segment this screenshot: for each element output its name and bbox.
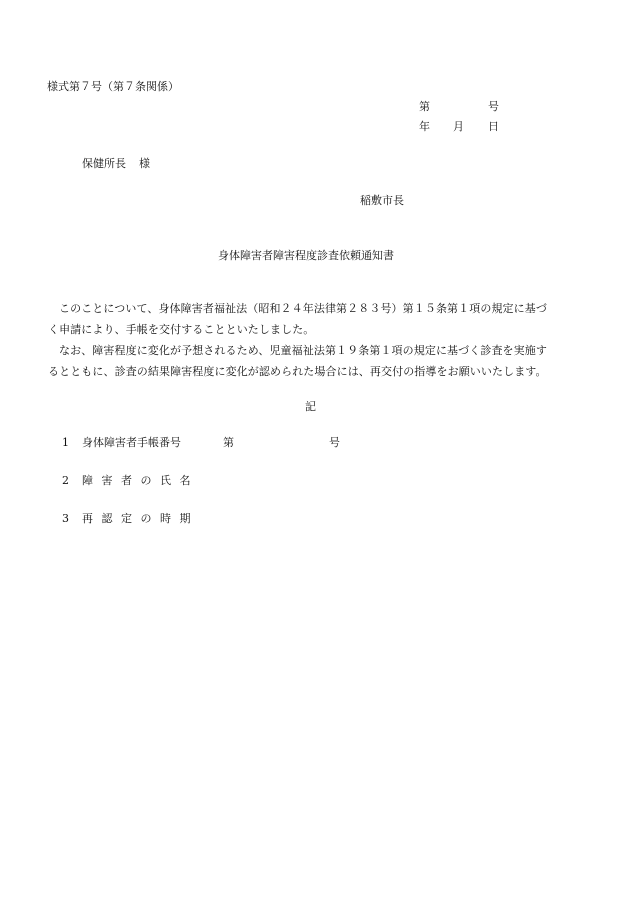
body-line: なお、障害程度に変化が予想されるため、児童福祉法第１９条第１項の規定に基づく診査を実施す: [59, 344, 547, 357]
addressee-title: 保健所長: [82, 157, 126, 170]
body-line: るとともに、診査の結果障害程度に変化が認められた場合には、再交付の指導をお願いいたします。: [48, 365, 547, 378]
item-2-number: 2: [62, 474, 69, 487]
doc-number-suffix: 号: [488, 100, 499, 113]
form-label: 様式第７号（第７条関係）: [47, 80, 179, 93]
body-paragraph-1: [48, 298, 588, 340]
item-1-value-prefix: 第: [223, 436, 234, 449]
ki-heading: 記: [305, 400, 316, 413]
date-month: 月: [453, 120, 464, 133]
sender-name: 稲敷市長: [360, 194, 404, 207]
item-3-label: 再 認 定 の 時 期: [82, 512, 191, 525]
addressee-honorific: 様: [139, 157, 150, 170]
date-day: 日: [488, 120, 499, 133]
item-3-number: 3: [62, 512, 69, 525]
item-1-value-suffix: 号: [329, 436, 340, 449]
body-paragraph-2: [48, 340, 588, 382]
item-1-number: 1: [62, 436, 69, 449]
item-1-label: 身体障害者手帳番号: [82, 436, 181, 449]
body-line: このことについて、身体障害者福祉法（昭和２４年法律第２８３号）第１５条第１項の規定に基づ: [59, 302, 547, 315]
doc-number-prefix: 第: [419, 100, 430, 113]
date-year: 年: [419, 120, 430, 133]
document-title: 身体障害者障害程度診査依頼通知書: [218, 249, 394, 262]
body-line: く申請により、手帳を交付することといたしました。: [48, 323, 315, 336]
item-2-label: 障 害 者 の 氏 名: [82, 474, 191, 487]
